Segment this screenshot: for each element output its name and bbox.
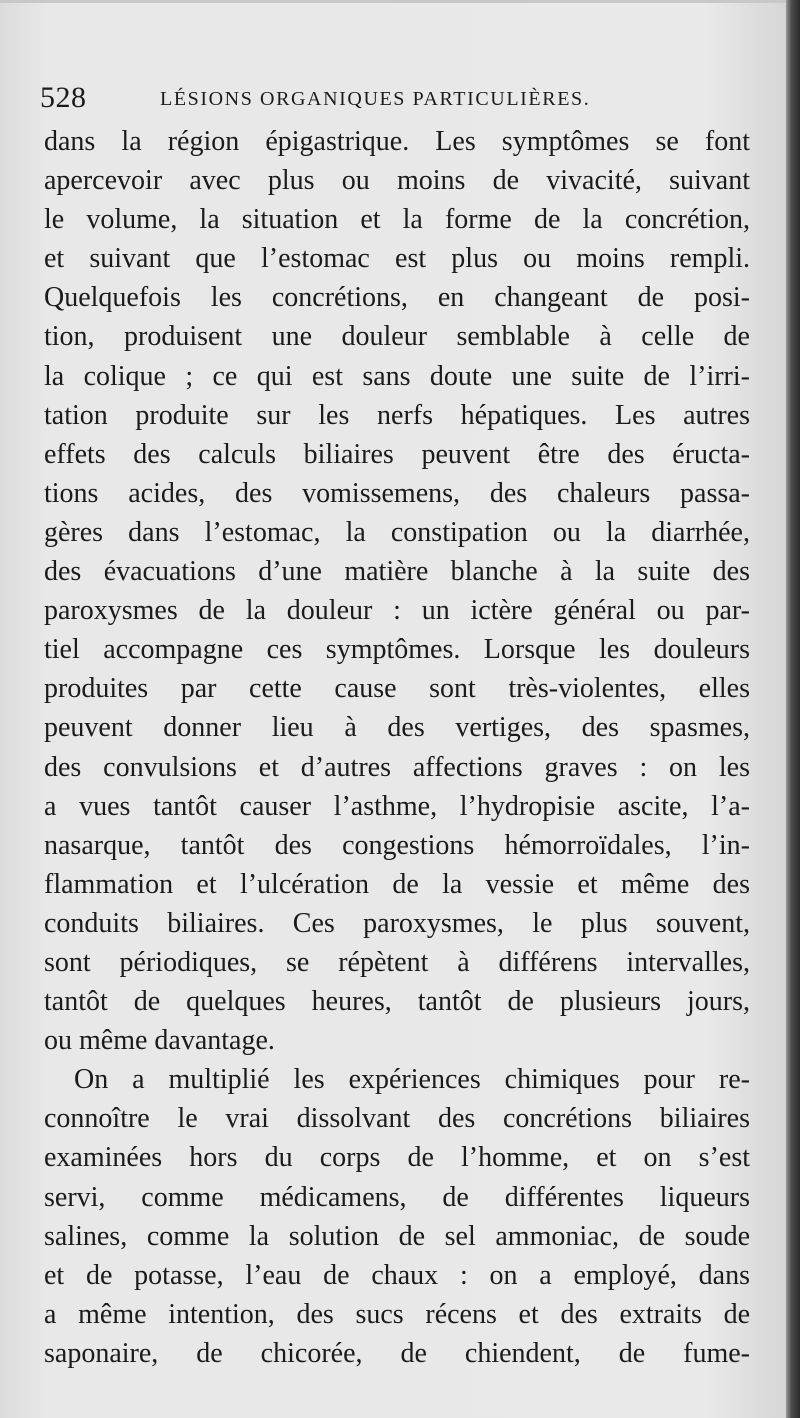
text-line: ou même davantage. bbox=[44, 1025, 275, 1057]
text-line: le volume, la situation et la forme de la concrétion, bbox=[44, 204, 750, 236]
text-line: effets des calculs biliaires peuvent être des éructa- bbox=[44, 438, 750, 470]
text-line: saponaire, de chicorée, de chiendent, de fume- bbox=[44, 1337, 750, 1369]
text-line: servi, comme médicamens, de différentes liqueurs bbox=[44, 1181, 750, 1213]
text-line: On a multiplié les expériences chimiques pour re- bbox=[74, 1064, 750, 1096]
text-line: salines, comme la solution de sel ammoniac, de soude bbox=[44, 1220, 750, 1252]
page-number: 528 bbox=[40, 81, 87, 114]
running-title: LÉSIONS ORGANIQUES PARTICULIÈRES. bbox=[160, 88, 591, 110]
text-line: connoître le vrai dissolvant des concrétions biliaires bbox=[44, 1103, 750, 1135]
paragraph-2 bbox=[44, 1060, 750, 1373]
text-line: gères dans l’estomac, la constipation ou la diarrhée, bbox=[44, 516, 750, 548]
text-line: tion, produisent une douleur semblable à celle de bbox=[44, 321, 750, 353]
text-line: des convulsions et d’autres affections graves : on les bbox=[44, 751, 750, 783]
text-line: Quelquefois les concrétions, en changeant de posi- bbox=[44, 282, 750, 314]
text-line: et suivant que l’estomac est plus ou moins rempli. bbox=[44, 243, 750, 275]
book-binding-edge bbox=[786, 0, 800, 1418]
text-line: tation produite sur les nerfs hépatiques. Les autres bbox=[44, 399, 750, 431]
text-line: conduits biliaires. Ces paroxysmes, le plus souvent, bbox=[44, 907, 750, 939]
text-line: produites par cette cause sont très-violentes, elles bbox=[44, 673, 750, 705]
text-line: des évacuations d’une matière blanche à la suite des bbox=[44, 556, 750, 588]
text-line: tiel accompagne ces symptômes. Lorsque les douleurs bbox=[44, 634, 750, 666]
text-line: et de potasse, l’eau de chaux : on a employé, dans bbox=[44, 1259, 750, 1291]
page-header bbox=[40, 80, 760, 116]
text-line: paroxysmes de la douleur : un ictère général ou par- bbox=[44, 595, 750, 627]
text-line: tantôt de quelques heures, tantôt de plusieurs jours, bbox=[44, 986, 750, 1018]
text-line: tions acides, des vomissemens, des chaleurs passa- bbox=[44, 477, 750, 509]
text-line: dans la région épigastrique. Les symptômes se font bbox=[44, 126, 750, 157]
text-line: nasarque, tantôt des congestions hémorroïdales, l’in- bbox=[44, 829, 750, 861]
text-line: examinées hors du corps de l’homme, et on s’est bbox=[44, 1142, 750, 1174]
text-line: apercevoir avec plus ou moins de vivacité, suivant bbox=[44, 165, 750, 197]
paragraph-1 bbox=[44, 122, 750, 1060]
text-line: la colique ; ce qui est sans doute une suite de l’irri- bbox=[44, 360, 750, 392]
text-line: sont périodiques, se répètent à différens intervalles, bbox=[44, 946, 750, 978]
text-line: flammation et l’ulcération de la vessie et même des bbox=[44, 868, 750, 900]
top-edge bbox=[0, 0, 786, 3]
text-line: peuvent donner lieu à des vertiges, des spasmes, bbox=[44, 712, 750, 744]
text-line: a vues tantôt causer l’asthme, l’hydropisie ascite, l’a- bbox=[44, 790, 750, 822]
body-text bbox=[44, 122, 750, 1373]
text-line: a même intention, des sucs récens et des extraits de bbox=[44, 1298, 750, 1330]
